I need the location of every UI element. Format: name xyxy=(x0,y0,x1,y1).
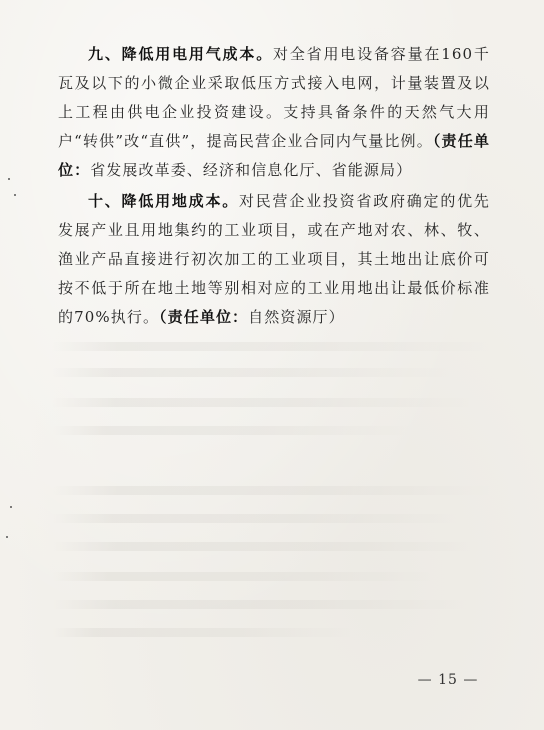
section-heading: 十、降低用地成本。 xyxy=(88,192,239,210)
document-body xyxy=(58,40,490,332)
bleed-through-line xyxy=(52,628,352,637)
paragraph-text: 对民营企业投资省政府确定的优先发展产业且用地集约的工业项目，或在产地对农、林、牧、渔业产品直接进行初次加工的工业项目，其土地出让底价可按不低于所在地土地等别相对应的工业用地出让最低价标准的70%执行。 xyxy=(58,192,490,326)
scan-speck xyxy=(14,194,16,196)
responsibility-label: （责任单位： xyxy=(58,132,490,179)
bleed-through-line xyxy=(52,398,472,407)
bleed-through-line xyxy=(52,426,412,435)
paragraph-land-costs xyxy=(58,187,490,332)
bleed-through-line xyxy=(52,600,472,609)
scan-speck xyxy=(8,178,10,180)
bleed-through-line xyxy=(52,572,432,581)
responsible-units: 省发展改革委、经济和信息化厅、省能源局） xyxy=(90,161,413,179)
section-heading: 九、降低用电用气成本。 xyxy=(88,45,274,63)
paragraph-utility-costs xyxy=(58,40,490,185)
bleed-through-line xyxy=(52,368,452,377)
page-number: — 15 — xyxy=(417,672,479,688)
bleed-through-line xyxy=(52,542,482,551)
responsibility-label: （责任单位： xyxy=(159,308,249,326)
responsible-units: 自然资源厅） xyxy=(248,308,345,326)
bleed-through-line xyxy=(52,486,492,495)
paragraph-text: 对全省用电设备容量在160千瓦及以下的小微企业采取低压方式接入电网，计量装置及以上工程由供电企业投资建设。支持具备条件的天然气大用户“转供”改“直供”，提高民营企业合同内气量比例。 xyxy=(58,45,490,150)
scan-speck xyxy=(10,506,12,508)
bleed-through-line xyxy=(52,514,462,523)
bleed-through-line xyxy=(52,342,492,351)
scan-speck xyxy=(6,536,8,538)
